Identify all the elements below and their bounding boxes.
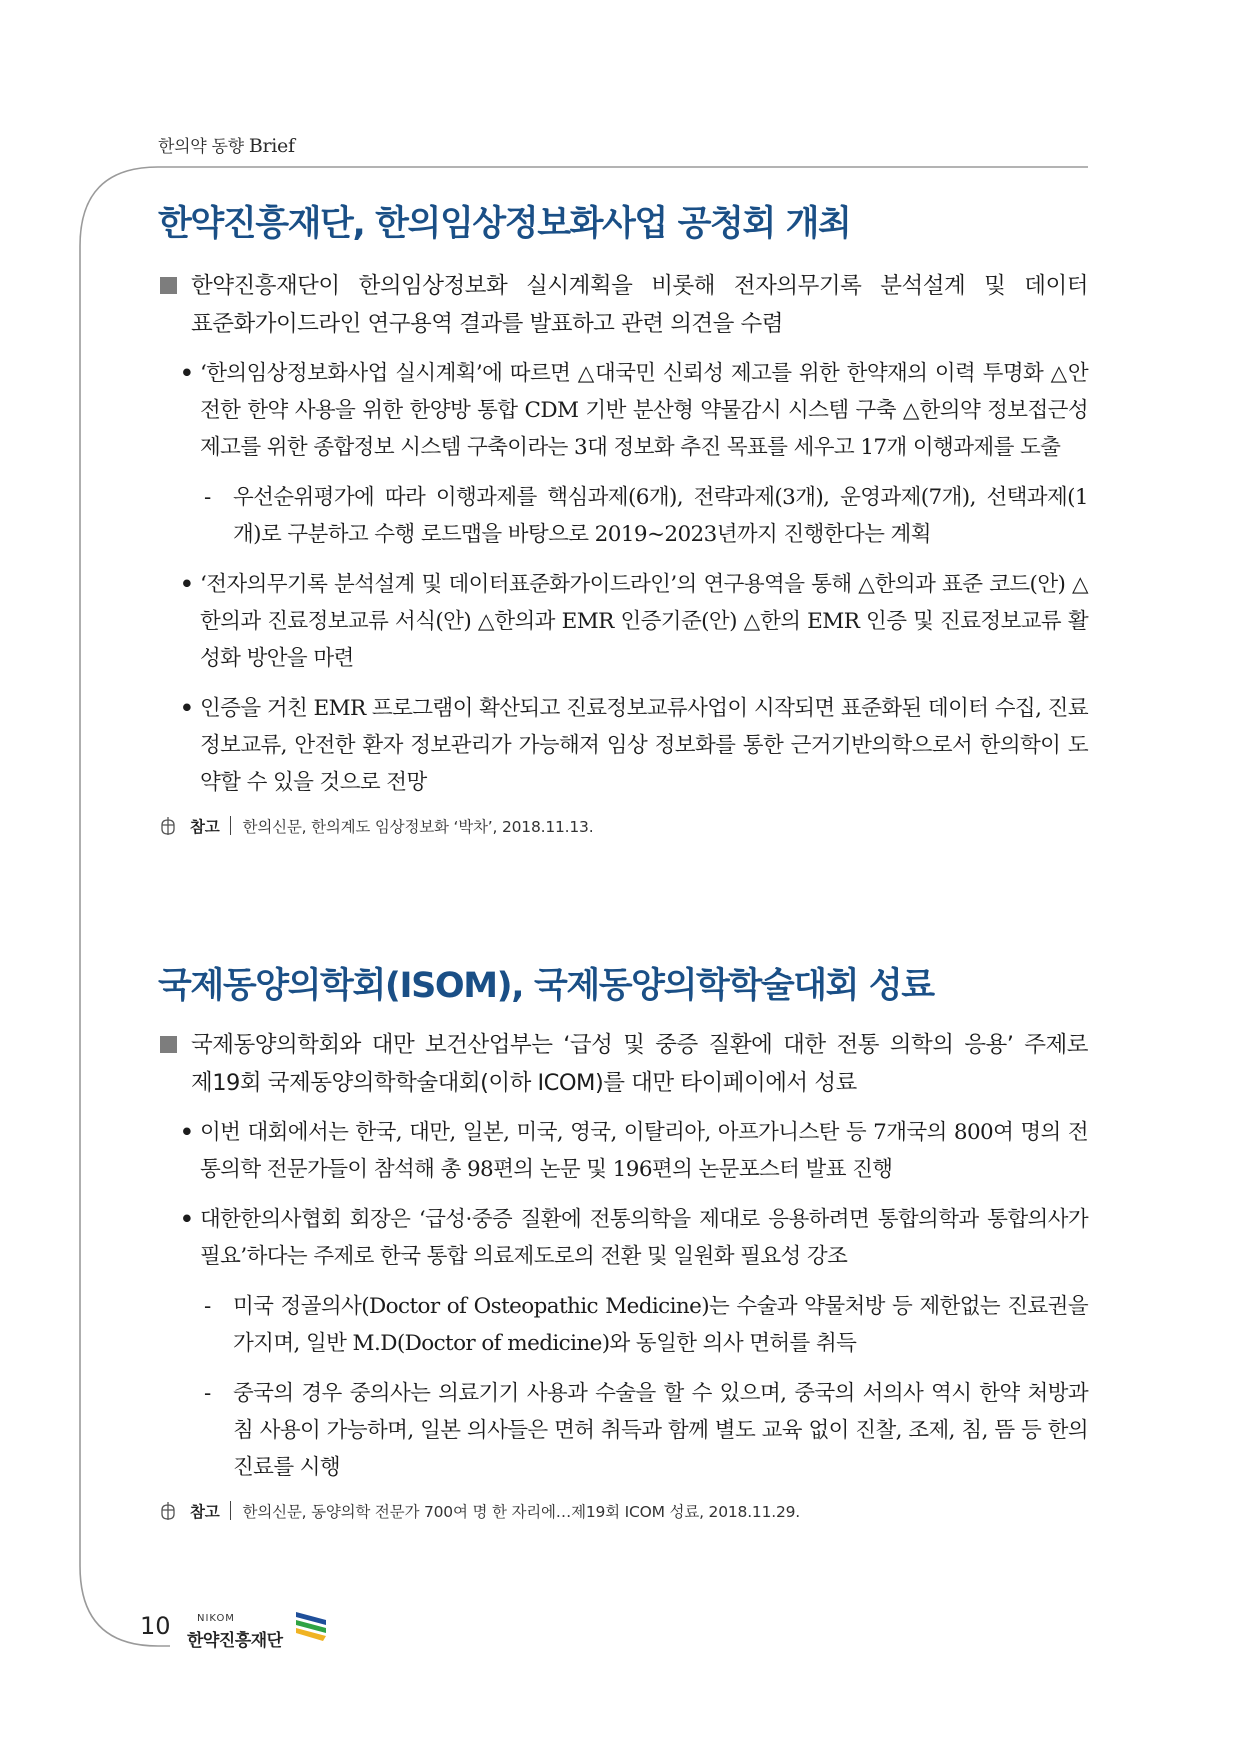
dash-icon: - — [204, 1381, 211, 1406]
bullet-item: • 이번 대회에서는 한국, 대만, 일본, 미국, 영국, 이탈리아, 아프가니스탄 등 7개국의 800여 명의 전통의학 전문가들이 참석해 총 98편의 논문 및 196편의 논문포스터 발표 진행 — [158, 1114, 1088, 1188]
bullet-dot-icon: • — [180, 1207, 194, 1232]
running-head-title: 한의약 동향 — [158, 137, 244, 157]
bullet-dot-icon: • — [180, 572, 194, 597]
bullet-item: • 인증을 거친 EMR 프로그램이 확산되고 진료정보교류사업이 시작되면 표준화된 데이터 수집, 진료정보교류, 안전한 환자 정보관리가 가능해져 임상 정보화를 통한 근거기반의학으로서 한의학이 도약할 수 있을 것으로 전망 — [158, 690, 1088, 801]
bullet-dot-icon: • — [180, 696, 194, 721]
reference-note — [158, 814, 1088, 840]
dash-icon: - — [204, 485, 211, 510]
nikom-logo-icon — [293, 1606, 329, 1642]
section-title: 국제동양의학회(ISOM), 국제동양의학학술대회 성료 — [158, 966, 934, 1006]
dash-item: - 중국의 경우 중의사는 의료기기 사용과 수술을 할 수 있으며, 중국의 서의사 역시 한약 처방과 침 사용이 가능하며, 일본 의사들은 면허 취득과 함께 별도 교육 없이 진찰, 조제, 침, 뜸 등 한의진료를 시행 — [158, 1375, 1088, 1486]
divider — [230, 816, 231, 835]
dash-item: - 우선순위평가에 따라 이행과제를 핵심과제(6개), 전략과제(3개), 운영과제(7개), 선택과제(1개)로 구분하고 수행 로드맵을 바탕으로 2019~2023년까지 진행한다는 계획 — [158, 479, 1088, 553]
lead-paragraph: 국제동양의학회와 대만 보건산업부는 ‘급성 및 중증 질환에 대한 전통 의학의 응용’ 주제로 제19회 국제동양의학학술대회(이하 ICOM)를 대만 타이페이에서 성료 — [158, 1026, 1088, 1102]
running-head-brief: Brief — [248, 135, 295, 157]
divider — [230, 1501, 231, 1520]
bullet-item: • 대한한의사협회 회장은 ‘급성·중증 질환에 전통의학을 제대로 응용하려면 통합의학과 통합의사가 필요’하다는 주제로 한국 통합 의료제도로의 전환 및 일원화 필요성 강조 — [158, 1201, 1088, 1275]
reference-label: 참고 — [190, 1503, 220, 1521]
lead-paragraph: 한약진흥재단이 한의임상정보화 실시계획을 비롯해 전자의무기록 분석설계 및 데이터 표준화가이드라인 연구용역 결과를 발표하고 관련 의견을 수렴 — [158, 267, 1088, 343]
reference-text: 한의신문, 동양의학 전문가 700여 명 한 자리에…제19회 ICOM 성료, 2018.11.29. — [242, 1503, 801, 1521]
bullet-item: • ‘전자의무기록 분석설계 및 데이터표준화가이드라인’의 연구용역을 통해 △한의과 표준 코드(안) △한의과 진료정보교류 서식(안) △한의과 EMR 인증기준(안) △한의 EMR 인증 및 진료정보교류 활성화 방안을 마련 — [158, 566, 1088, 677]
reference-note — [158, 1499, 1088, 1525]
bullet-dot-icon: • — [180, 361, 194, 386]
pushpin-icon — [158, 815, 178, 837]
page-number: 10 — [140, 1612, 171, 1640]
running-head — [158, 132, 295, 157]
reference-text: 한의신문, 한의계도 임상정보화 ‘박차’, 2018.11.13. — [242, 818, 594, 836]
square-bullet-icon — [160, 277, 177, 294]
logo-small-text: NIKOM — [197, 1613, 235, 1624]
dash-icon: - — [204, 1294, 211, 1319]
bullet-dot-icon: • — [180, 1120, 194, 1145]
bullet-item: • ‘한의임상정보화사업 실시계획’에 따르면 △대국민 신뢰성 제고를 위한 한약재의 이력 투명화 △안전한 한약 사용을 위한 한양방 통합 CDM 기반 분산형 약물감시 시스템 구축 △한의약 정보접근성 제고를 위한 종합정보 시스템 구축이라는 3대 정보화 추진 목표를 세우고 17개 이행과제를 도출 — [158, 355, 1088, 466]
logo-name: 한약진흥재단 — [187, 1631, 283, 1651]
section-clinical-informatics — [158, 196, 1088, 840]
dash-item: - 미국 정골의사(Doctor of Osteopathic Medicine)는 수술과 약물처방 등 제한없는 진료권을 가지며, 일반 M.D(Doctor of medicine)와 동일한 의사 면허를 취득 — [158, 1288, 1088, 1362]
square-bullet-icon — [160, 1036, 177, 1053]
section-icom — [158, 958, 1088, 1525]
reference-label: 참고 — [190, 818, 220, 836]
pushpin-icon — [158, 1500, 178, 1522]
section-title: 한약진흥재단, 한의임상정보화사업 공청회 개최 — [158, 204, 851, 244]
